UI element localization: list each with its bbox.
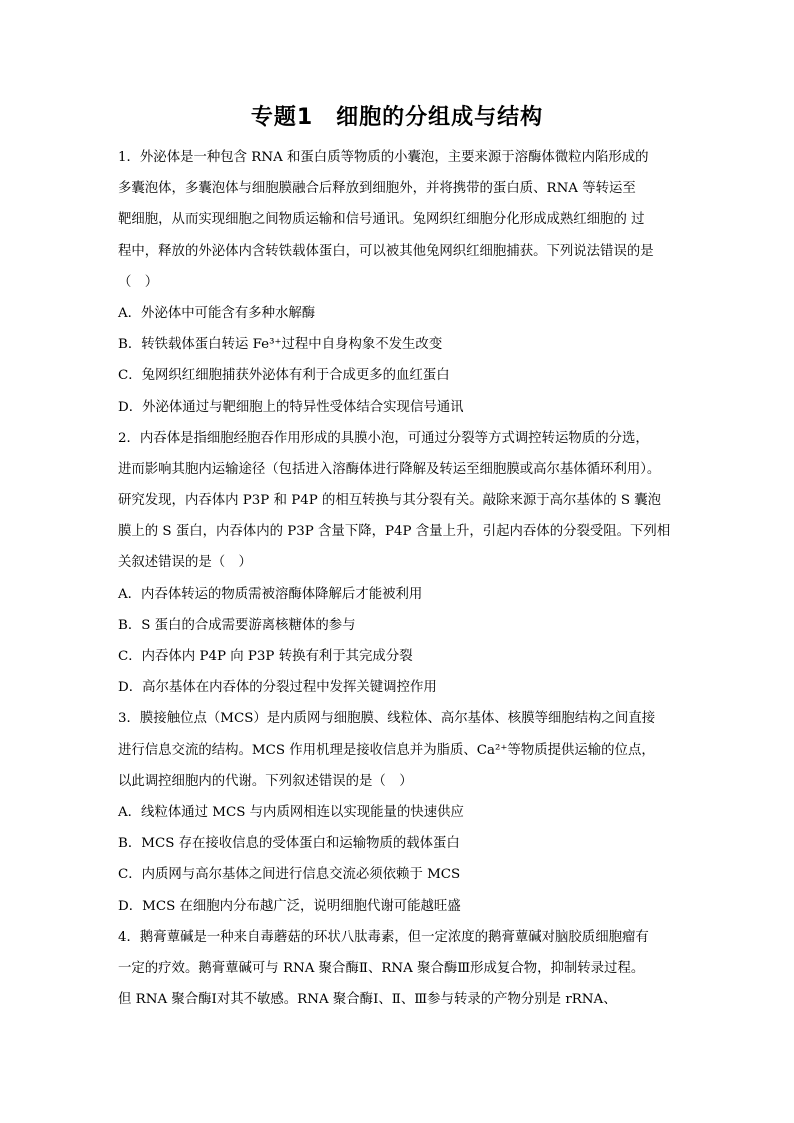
text-line: 但 RNA 聚合酶Ⅰ对其不敏感。RNA 聚合酶Ⅰ、Ⅱ、Ⅲ参与转录的产物分别是 rRNA、 (118, 992, 617, 1008)
option-line: A．内吞体转运的物质需被溶酶体降解后才能被利用 (118, 586, 423, 602)
text-line: （ ） (118, 274, 159, 290)
text-line: 程中，释放的外泌体内含转铁载体蛋白，可以被其他兔网织红细胞捕获。下列说法错误的是 (118, 243, 654, 259)
option-line: D．外泌体通过与靶细胞上的特异性受体结合实现信号通讯 (118, 399, 464, 415)
text-line: 靶细胞，从而实现细胞之间物质运输和信号通讯。兔网织红细胞分化形成成熟红细胞的 过 (118, 212, 645, 228)
option-line: C．内质网与高尔基体之间进行信息交流必须依赖于 MCS (118, 867, 461, 883)
option-line: B．转铁载体蛋白转运 Fe³⁺过程中自身构象不发生改变 (118, 337, 443, 353)
text-line: 4．鹅膏蕈碱是一种来自毒蘑菇的环状八肽毒素，但一定浓度的鹅膏蕈碱对脑胶质细胞瘤有 (118, 929, 649, 945)
text-line: 1．外泌体是一种包含 RNA 和蛋白质等物质的小囊泡，主要来源于溶酶体微粒内陷形成的 (118, 150, 649, 165)
text-line: 研究发现，内吞体内 P3P 和 P4P 的相互转换与其分裂有关。敲除来源于高尔基体的 S 囊泡 (118, 493, 662, 509)
option-line: D．MCS 在细胞内分布越广泛，说明细胞代谢可能越旺盛 (118, 898, 461, 914)
text-line: 3．膜接触位点（MCS）是内质网与细胞膜、线粒体、高尔基体、核膜等细胞结构之间直接 (118, 711, 656, 727)
text-line: 进行信息交流的结构。MCS 作用机理是接收信息并为脂质、Ca²⁺等物质提供运输的位点， (118, 742, 655, 758)
document-body (118, 142, 678, 1015)
option-line: D．高尔基体在内吞体的分裂过程中发挥关键调控作用 (118, 680, 437, 696)
text-line: 膜上的 S 蛋白，内吞体内的 P3P 含量下降，P4P 含量上升，引起内吞体的分裂受阻。下列相 (118, 524, 671, 540)
option-line: A．外泌体中可能含有多种水解酶 (118, 305, 316, 321)
text-line: 以此调控细胞内的代谢。下列叙述错误的是（ ） (118, 773, 413, 789)
option-line: B．MCS 存在接收信息的受体蛋白和运输物质的载体蛋白 (118, 836, 460, 852)
text-line: 2．内吞体是指细胞经胞吞作用形成的具膜小泡，可通过分裂等方式调控转运物质的分选， (118, 430, 649, 446)
text-line: 关叙述错误的是（ ） (118, 555, 252, 571)
option-line: C．兔网织红细胞捕获外泌体有利于合成更多的血红蛋白 (118, 368, 450, 384)
option-line: A．线粒体通过 MCS 与内质网相连以实现能量的快速供应 (118, 804, 464, 820)
option-line: B．S 蛋白的合成需要游离核糖体的参与 (118, 617, 356, 633)
text-line: 进而影响其胞内运输途径（包括进入溶酶体进行降解及转运至细胞膜或高尔基体循环利用）。 (118, 461, 661, 477)
page-title: 专题1 细胞的分组成与结构 (250, 105, 544, 130)
text-line: 多囊泡体，多囊泡体与细胞膜融合后释放到细胞外，并将携带的蛋白质、RNA 等转运至 (118, 181, 636, 197)
text-line: 一定的疗效。鹅膏蕈碱可与 RNA 聚合酶Ⅱ、RNA 聚合酶Ⅲ形成复合物，抑制转录过程。 (118, 960, 645, 976)
option-line: C．内吞体内 P4P 向 P3P 转换有利于其完成分裂 (118, 649, 413, 664)
